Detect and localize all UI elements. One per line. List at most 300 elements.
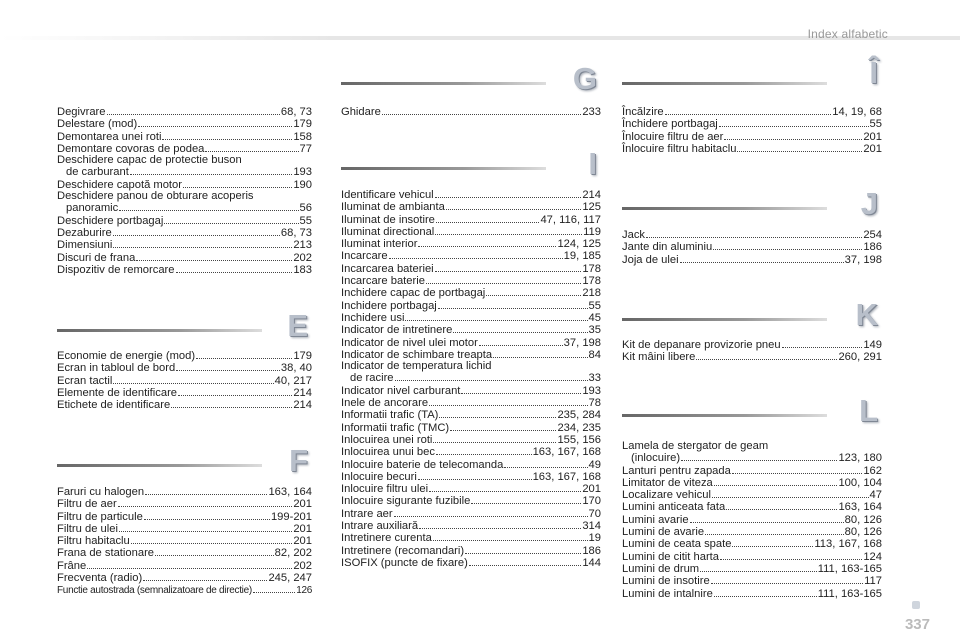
page-reference: 49 [588,458,601,471]
dot-leader [394,508,588,517]
index-term: Iluminat directional [341,225,435,238]
dot-leader [504,459,587,468]
page-reference: 82, 202 [274,547,312,560]
page-reference: 158 [293,130,312,143]
dot-leader [690,514,844,523]
page-reference: 70 [588,507,601,520]
index-entry [622,106,882,118]
index-term: Filtru habitaclu [57,535,130,548]
dot-leader [87,560,292,569]
page-reference: 45 [588,311,601,324]
index-entry [341,508,601,520]
page-reference: 78 [588,397,601,410]
dot-leader [782,339,863,348]
page-reference: 163, 164 [838,501,882,514]
index-term: Iluminat interior [341,238,418,251]
index-term: Indicator de schimbare treapta [341,348,493,361]
index-term: de carburant [66,166,129,179]
index-term: Degivrare [57,106,106,118]
index-entry [341,532,601,544]
index-entry [341,263,601,275]
index-term: Inchidere capac de portbagaj [341,287,486,300]
page-reference: 68, 73 [280,106,312,118]
index-term: Deschidere capac de protectie buson [57,154,242,167]
dot-leader [178,387,292,396]
page-reference: 163, 167, 168 [532,446,601,459]
index-entry [57,118,312,130]
index-term: Intrare aer [341,507,393,520]
index-term: Dimensiuni [57,239,113,252]
index-term: Discuri de frana [57,251,136,264]
section-divider [341,167,546,170]
dot-leader [176,264,293,273]
dot-leader [144,511,270,520]
page-reference: 155, 156 [557,433,601,446]
index-entry [57,155,312,166]
index-term: Elemente de identificare [57,386,178,399]
index-entry [622,514,882,526]
index-term: Iluminat de ambianta [341,201,445,214]
index-entry [57,511,312,523]
index-entry [622,477,882,489]
page-reference: 19, 185 [563,250,601,263]
index-term: Faruri cu halogen [57,486,145,498]
page-reference: 163, 167, 168 [532,470,601,483]
index-term: Inlocuirea unui bec [341,446,435,459]
section-divider [622,414,827,417]
page-reference: 111, 163-165 [817,562,882,575]
page-reference: 35 [588,324,601,337]
page-reference: 193 [582,384,601,397]
index-term: Delestare (mod) [57,118,138,131]
section-letter-k: K [855,297,878,332]
page-reference: 149 [863,339,882,351]
index-entry [57,535,312,547]
index-term: de racire [350,372,394,385]
index-entry [341,471,601,483]
page-reference: 213 [293,239,312,252]
dot-leader [711,575,863,584]
index-entry [622,441,882,452]
dot-leader [700,563,817,572]
dot-leader [680,254,844,263]
index-entry [341,446,601,458]
index-term: Lamela de stergator de geam [622,440,769,452]
section-icirc-header [622,55,882,95]
dot-leader [720,551,862,560]
page-reference: 124 [863,550,882,563]
page-reference: 218 [582,287,601,300]
dot-leader [724,131,862,140]
dot-leader [143,572,267,581]
section-letter-i: I [588,146,597,181]
dot-leader [469,557,581,566]
index-term: Frecventa (radio) [57,572,143,585]
index-entry [341,106,601,118]
dot-leader [138,118,292,127]
section-divider [57,329,262,332]
page-reference: 162 [863,464,882,477]
index-term: Kit de depanare provizorie pneu [622,339,781,351]
section-f-entries [57,486,312,597]
dot-leader [418,471,532,480]
page-reference: 199-201 [270,510,312,523]
index-term: Demontarea unei roti [57,130,162,143]
page-reference: 14, 19, 68 [832,106,882,118]
page-reference: 126 [296,585,312,597]
page-reference: 124, 125 [557,238,601,251]
dot-leader [435,263,582,272]
dot-leader [145,486,267,495]
dot-leader [436,214,540,223]
section-divider [622,318,827,321]
page-reference: 201 [582,483,601,496]
dot-leader [389,250,563,259]
page-reference: 235, 284 [557,409,601,422]
section-divider [341,82,546,85]
index-entry [622,575,882,587]
index-term: Deschidere capotă motor [57,178,182,191]
dot-leader [435,226,582,235]
page-reference: 55 [588,299,601,312]
index-term: Intretinere (recomandari) [341,544,465,557]
dot-leader [119,523,292,532]
page-reference: 202 [293,559,312,572]
dot-leader [429,483,581,492]
index-term: Inlocuire baterie de telecomanda [341,458,504,471]
dot-leader [705,526,844,535]
index-term: Jack [622,229,646,241]
page-reference: 144 [582,556,601,569]
dot-leader [164,215,298,224]
page-reference: 170 [582,495,601,508]
page-reference: 40, 217 [274,374,312,387]
index-entry [57,375,312,387]
dot-leader [253,584,295,593]
dot-leader [493,349,587,358]
index-entry [341,337,601,349]
index-entry [57,252,312,264]
index-term: Lumini avarie [622,513,689,526]
index-entry [57,399,312,411]
section-letter-j: J [860,186,878,221]
index-term: Demontare covoras de podea [57,142,205,155]
page-reference: 214 [582,189,601,201]
index-entry [341,275,601,287]
dot-leader [176,362,280,371]
index-term: Deschidere portbagaj [57,214,164,227]
dot-leader [732,465,862,474]
index-entry [57,547,312,559]
index-term: panoramic [66,202,119,215]
index-term: Înlocuire filtru habitaclu [622,142,737,155]
index-term: Inlocuire becuri [341,470,417,483]
dot-leader [712,489,869,498]
page-reference: 80, 126 [844,526,882,539]
dot-leader [395,372,588,381]
dot-leader [433,434,556,443]
page-reference: 201 [293,535,312,548]
page-reference: 19 [588,532,601,545]
page-reference: 201 [293,522,312,535]
page-reference: 260, 291 [838,351,882,364]
page-reference: 201 [293,498,312,511]
page-reference: 68, 73 [280,226,312,239]
section-e-header [57,308,312,343]
page-reference: 117 [864,575,882,588]
dot-leader [435,189,582,198]
dot-leader [471,495,581,504]
dot-leader [107,106,280,115]
page-reference: 179 [293,118,312,131]
index-entry [622,143,882,155]
page-reference: 186 [582,544,601,557]
index-term: Identificare vehicul [341,189,434,201]
index-term: Înlocuire filtru de aer [622,130,724,143]
index-entry [341,483,601,495]
page-reference: 234, 235 [557,421,601,434]
index-term: Informatii trafic (TA) [341,409,439,422]
section-i-header [341,146,601,181]
index-term: Încălzire [622,106,664,118]
index-entry [341,238,601,250]
page-reference: 314 [582,520,601,533]
index-entry [341,422,601,434]
index-term: Lumini de drum [622,562,700,575]
page-reference: 254 [863,229,882,241]
section-g-entries [341,106,601,118]
page-reference: 245, 247 [268,572,312,585]
page-reference: 38, 40 [280,362,312,375]
dot-leader [714,588,817,597]
dot-leader [726,501,837,510]
page-reference: 214 [293,386,312,399]
page-reference: 179 [293,350,312,362]
section-e-entries [57,350,312,411]
dot-leader [646,229,862,238]
index-term: Kit mâini libere [622,351,696,364]
index-term: Indicator de temperatura lichid [341,360,492,373]
index-term: Iluminat de insotire [341,213,435,226]
index-entry [622,538,882,550]
index-entry [57,106,312,118]
index-entry [622,131,882,143]
index-term: Lumini de avarie [622,526,705,539]
page-reference: 183 [293,263,312,276]
index-term: Indicator nivel carburant [341,384,461,397]
index-entry [341,226,601,238]
index-term: Jante din aluminiu [622,241,713,254]
index-term: Filtru de aer [57,498,117,511]
index-entry [57,362,312,374]
index-term: Economie de energie (mod) [57,350,196,362]
page-reference: 214 [293,399,312,412]
dot-leader [113,239,292,248]
index-entry [57,350,312,362]
index-term: Inele de ancorare [341,397,429,410]
index-entry [57,215,312,227]
index-term: Frâne [57,559,87,572]
index-term: Lumini de ceata spate [622,538,732,551]
dot-leader [405,312,587,321]
page-reference: 119 [583,225,601,238]
index-term: Filtru de ulei [57,522,118,535]
index-entry [57,523,312,535]
section-divider [622,82,827,85]
dot-leader [205,143,298,152]
page-reference: 113, 167, 168 [814,538,882,551]
index-term: Ghidare [341,106,381,118]
index-term: Limitator de viteza [622,476,713,489]
index-entry [57,191,312,202]
index-entry [622,254,882,266]
page-reference: 125 [582,201,601,214]
index-entry [622,229,882,241]
index-entry [341,312,601,324]
index-entry [57,131,312,143]
page-reference: 111, 163-165 [817,587,882,600]
dot-leader [446,201,581,210]
page-reference: 55 [299,214,312,227]
index-entry [57,498,312,510]
dot-leader [382,106,582,115]
index-entry [622,351,882,363]
index-entry [57,264,312,276]
index-entry [341,557,601,569]
index-term: Închidere portbagaj [622,118,718,131]
index-term: Lumini anticeata fata [622,501,726,514]
section-letter-icirc: Î [869,55,878,90]
index-term: Joja de ulei [622,253,679,266]
page-reference: 193 [293,166,312,179]
section-d-entries [57,106,312,276]
index-term: Inlocuire filtru ulei [341,483,429,496]
index-entry [57,202,312,214]
page-reference: 80, 126 [844,513,882,526]
index-entry [622,339,882,351]
section-g-header [341,61,601,96]
index-entry [341,409,601,421]
dot-leader [453,324,587,333]
index-entry [622,588,882,600]
page-reference: 37, 198 [563,336,601,349]
index-entry [57,572,312,584]
dot-leader [479,337,563,346]
dot-leader [429,397,587,406]
section-j-entries [622,229,882,266]
index-entry [57,584,312,596]
index-entry [341,287,601,299]
section-l-entries [622,441,882,600]
index-entry [341,385,601,397]
index-entry [622,551,882,563]
dot-leader [439,409,556,418]
dot-leader [696,351,837,360]
index-entry [57,387,312,399]
dot-leader [681,452,837,461]
dot-leader [737,143,862,152]
page-reference: 47 [869,489,882,502]
index-entry [341,361,601,372]
index-entry [622,501,882,513]
dot-leader [465,545,581,554]
index-term: Inlocuire sigurante fuzibile [341,495,471,508]
index-entry [622,241,882,253]
dot-leader [433,532,588,541]
index-entry [57,486,312,498]
dot-leader [713,241,862,250]
page-reference: 202 [293,251,312,264]
dot-leader [183,179,292,188]
index-term: Frana de stationare [57,547,155,560]
dot-leader [130,166,293,175]
section-letter-g: G [572,61,597,96]
index-term: Lumini de intalnire [622,587,713,600]
page-reference: 201 [863,142,882,155]
index-entry [57,560,312,572]
dot-leader [732,538,813,547]
index-term: ISOFIX (puncte de fixare) [341,556,468,569]
dot-leader [438,300,588,309]
dot-leader [196,350,292,359]
index-entry [622,465,882,477]
page-reference: 47, 116, 117 [540,213,601,226]
dot-leader [119,202,298,211]
page-reference: 178 [582,275,601,288]
index-entry [57,166,312,178]
index-term: Localizare vehicul [622,489,711,502]
index-entry [341,495,601,507]
index-entry [622,563,882,575]
index-term: Incarcarea bateriei [341,262,434,275]
section-j-header [622,186,882,221]
index-term: Intretinere curenta [341,532,432,545]
page-reference: 77 [299,142,312,155]
index-entry [341,189,601,201]
section-f-header [57,443,312,478]
section-i-entries [341,189,601,569]
section-k-entries [622,339,882,364]
index-term: Incarcare baterie [341,275,425,288]
index-term: Dispozitiv de remorcare [57,263,175,276]
index-entry [341,545,601,557]
section-k-header [622,297,882,332]
index-term: Etichete de identificare [57,399,171,412]
dot-leader [714,477,838,486]
dot-leader [461,385,581,394]
section-divider [622,207,827,210]
page-reference: 163, 164 [268,486,312,498]
corner-marker [912,601,920,609]
dot-leader [436,446,532,455]
page-reference: 123, 180 [838,452,882,465]
index-term: Ecran in tabloul de bord [57,362,176,375]
index-entry [341,459,601,471]
index-entry [622,118,882,130]
index-entry [622,526,882,538]
page-header-title: Index alfabetic [807,27,888,41]
dot-leader [486,287,581,296]
index-term: Inlocuirea unei roti [341,433,433,446]
index-term: Functie autostrada (semnalizatoare de directie) [57,585,252,597]
index-term: Ecran tactil [57,374,113,387]
page-reference: 55 [869,118,882,131]
section-letter-e: E [287,308,308,343]
index-entry [341,372,601,384]
index-term: Inchidere portbagaj [341,299,437,312]
section-divider [57,464,262,467]
dot-leader [426,275,581,284]
